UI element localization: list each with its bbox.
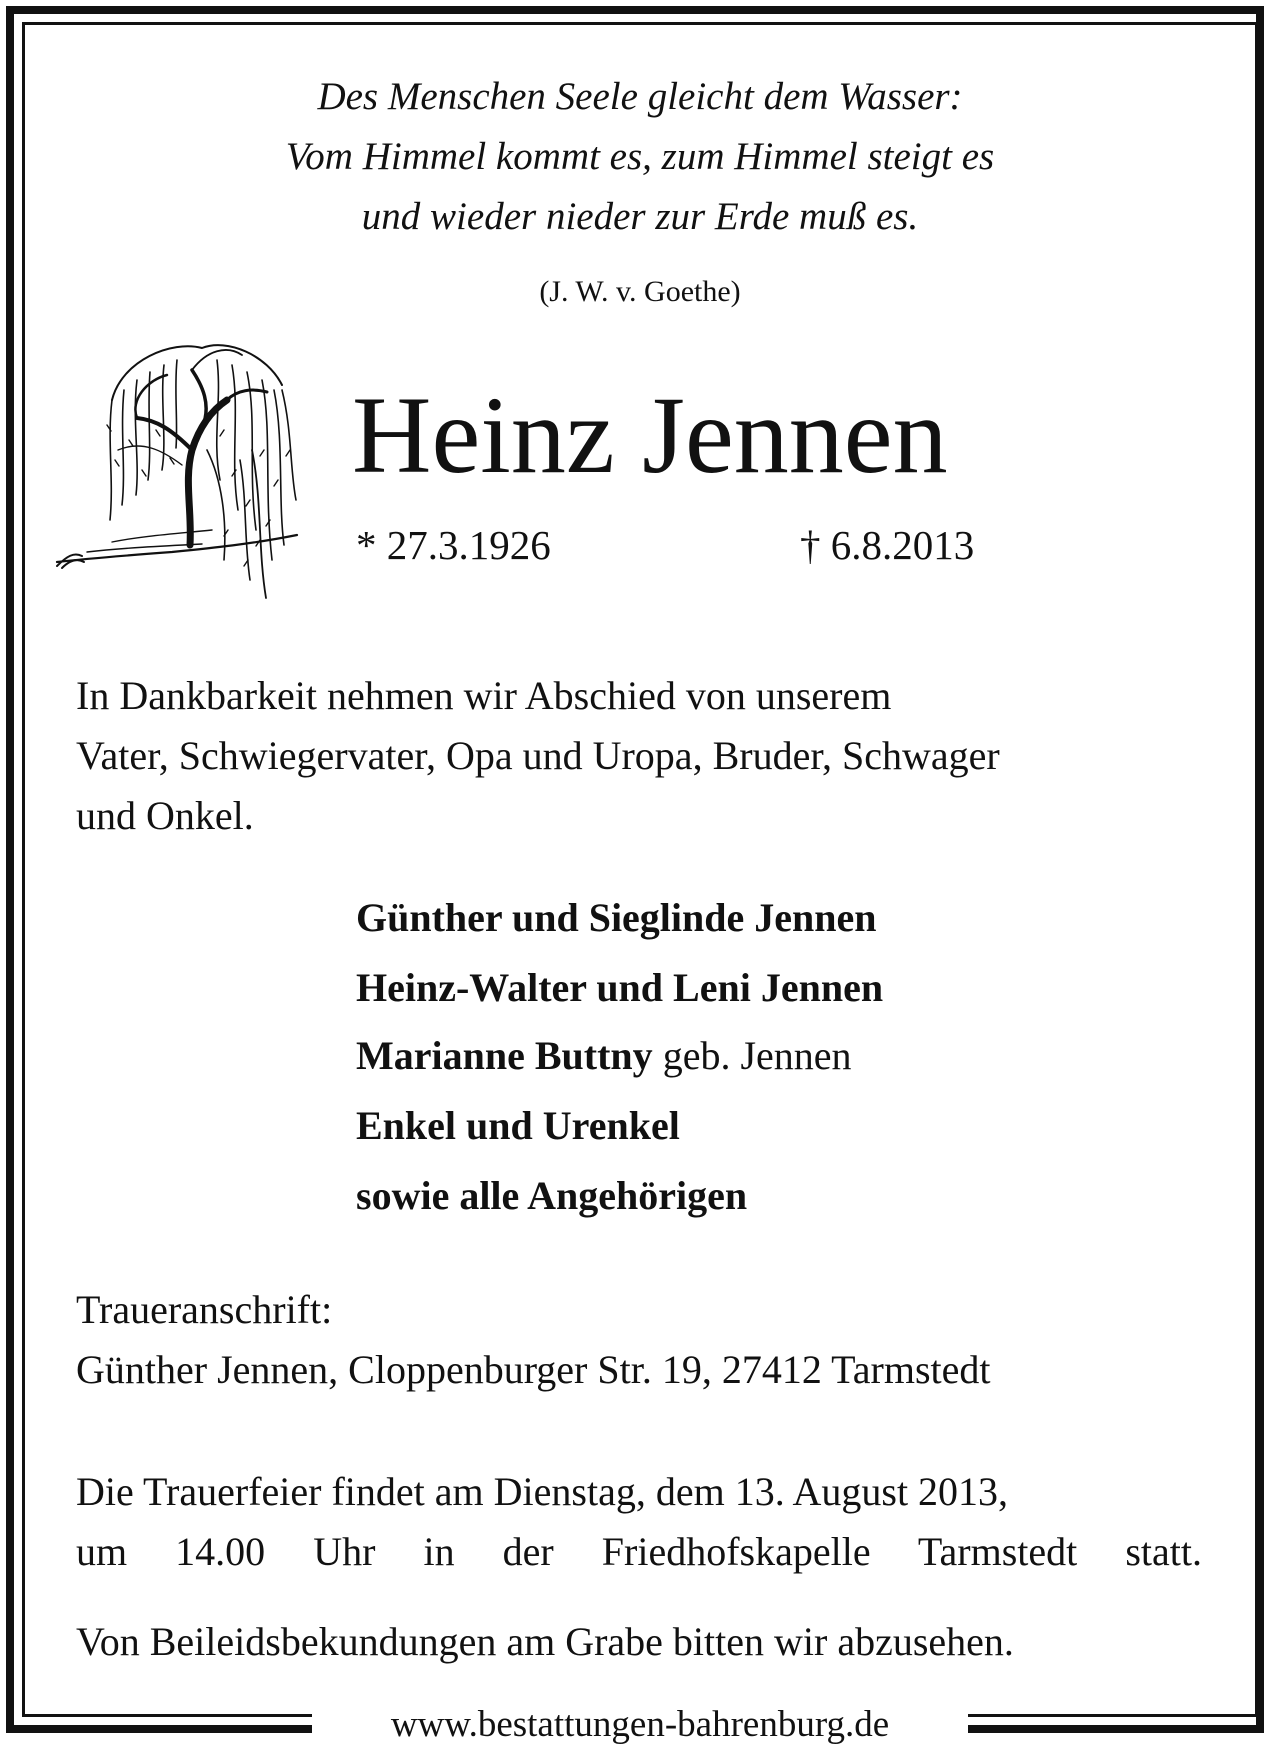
ceremony-line-2 (76, 1522, 1202, 1582)
quote-line-3: und wieder nieder zur Erde muß es. (361, 195, 919, 238)
family-line-1: Günther und Sieglinde Jennen (356, 895, 877, 940)
family-line-3-suffix: geb. Jennen (652, 1033, 852, 1078)
family-line-3-name: Marianne Buttny (356, 1033, 653, 1078)
address-label: Traueranschrift: (76, 1287, 333, 1332)
birth-date: * 27.3.1926 (356, 522, 551, 568)
address-value: Günther Jennen, Cloppenburger Str. 19, 27412 Tarmstedt (76, 1347, 991, 1392)
family-line-4: Enkel und Urenkel (356, 1103, 680, 1148)
family-line-5: sowie alle Angehörigen (356, 1173, 748, 1218)
family-line-3 (356, 1026, 852, 1086)
deceased-name: Heinz Jennen (352, 374, 948, 496)
ceremony-line-1: Die Trauerfeier findet am Dienstag, dem 13. August 2013, (76, 1469, 1009, 1514)
quote-line-1: Des Menschen Seele gleicht dem Wasser: (317, 75, 963, 118)
footer-url: www.bestattungen-bahrenburg.de (390, 1704, 890, 1745)
quote-line-2: Vom Himmel kommt es, zum Himmel steigt es (285, 135, 995, 178)
willow-tree-icon (52, 330, 312, 615)
intro-line-2: Vater, Schwiegervater, Opa und Uropa, Bruder, Schwager (76, 733, 1000, 778)
intro-line-3: und Onkel. (76, 793, 254, 838)
intro-line-1: In Dankbarkeit nehmen wir Abschied von unserem (76, 673, 892, 718)
condolence-note: Von Beileidsbekundungen am Grabe bitten wir abzusehen. (76, 1619, 1014, 1664)
death-date: † 6.8.2013 (800, 522, 975, 568)
ceremony-line-2-text: um 14.00 Uhr in der Friedhofskapelle Tarmstedt statt. (76, 1529, 1202, 1574)
quote-source: (J. W. v. Goethe) (539, 275, 741, 308)
family-line-2: Heinz-Walter und Leni Jennen (356, 965, 884, 1010)
